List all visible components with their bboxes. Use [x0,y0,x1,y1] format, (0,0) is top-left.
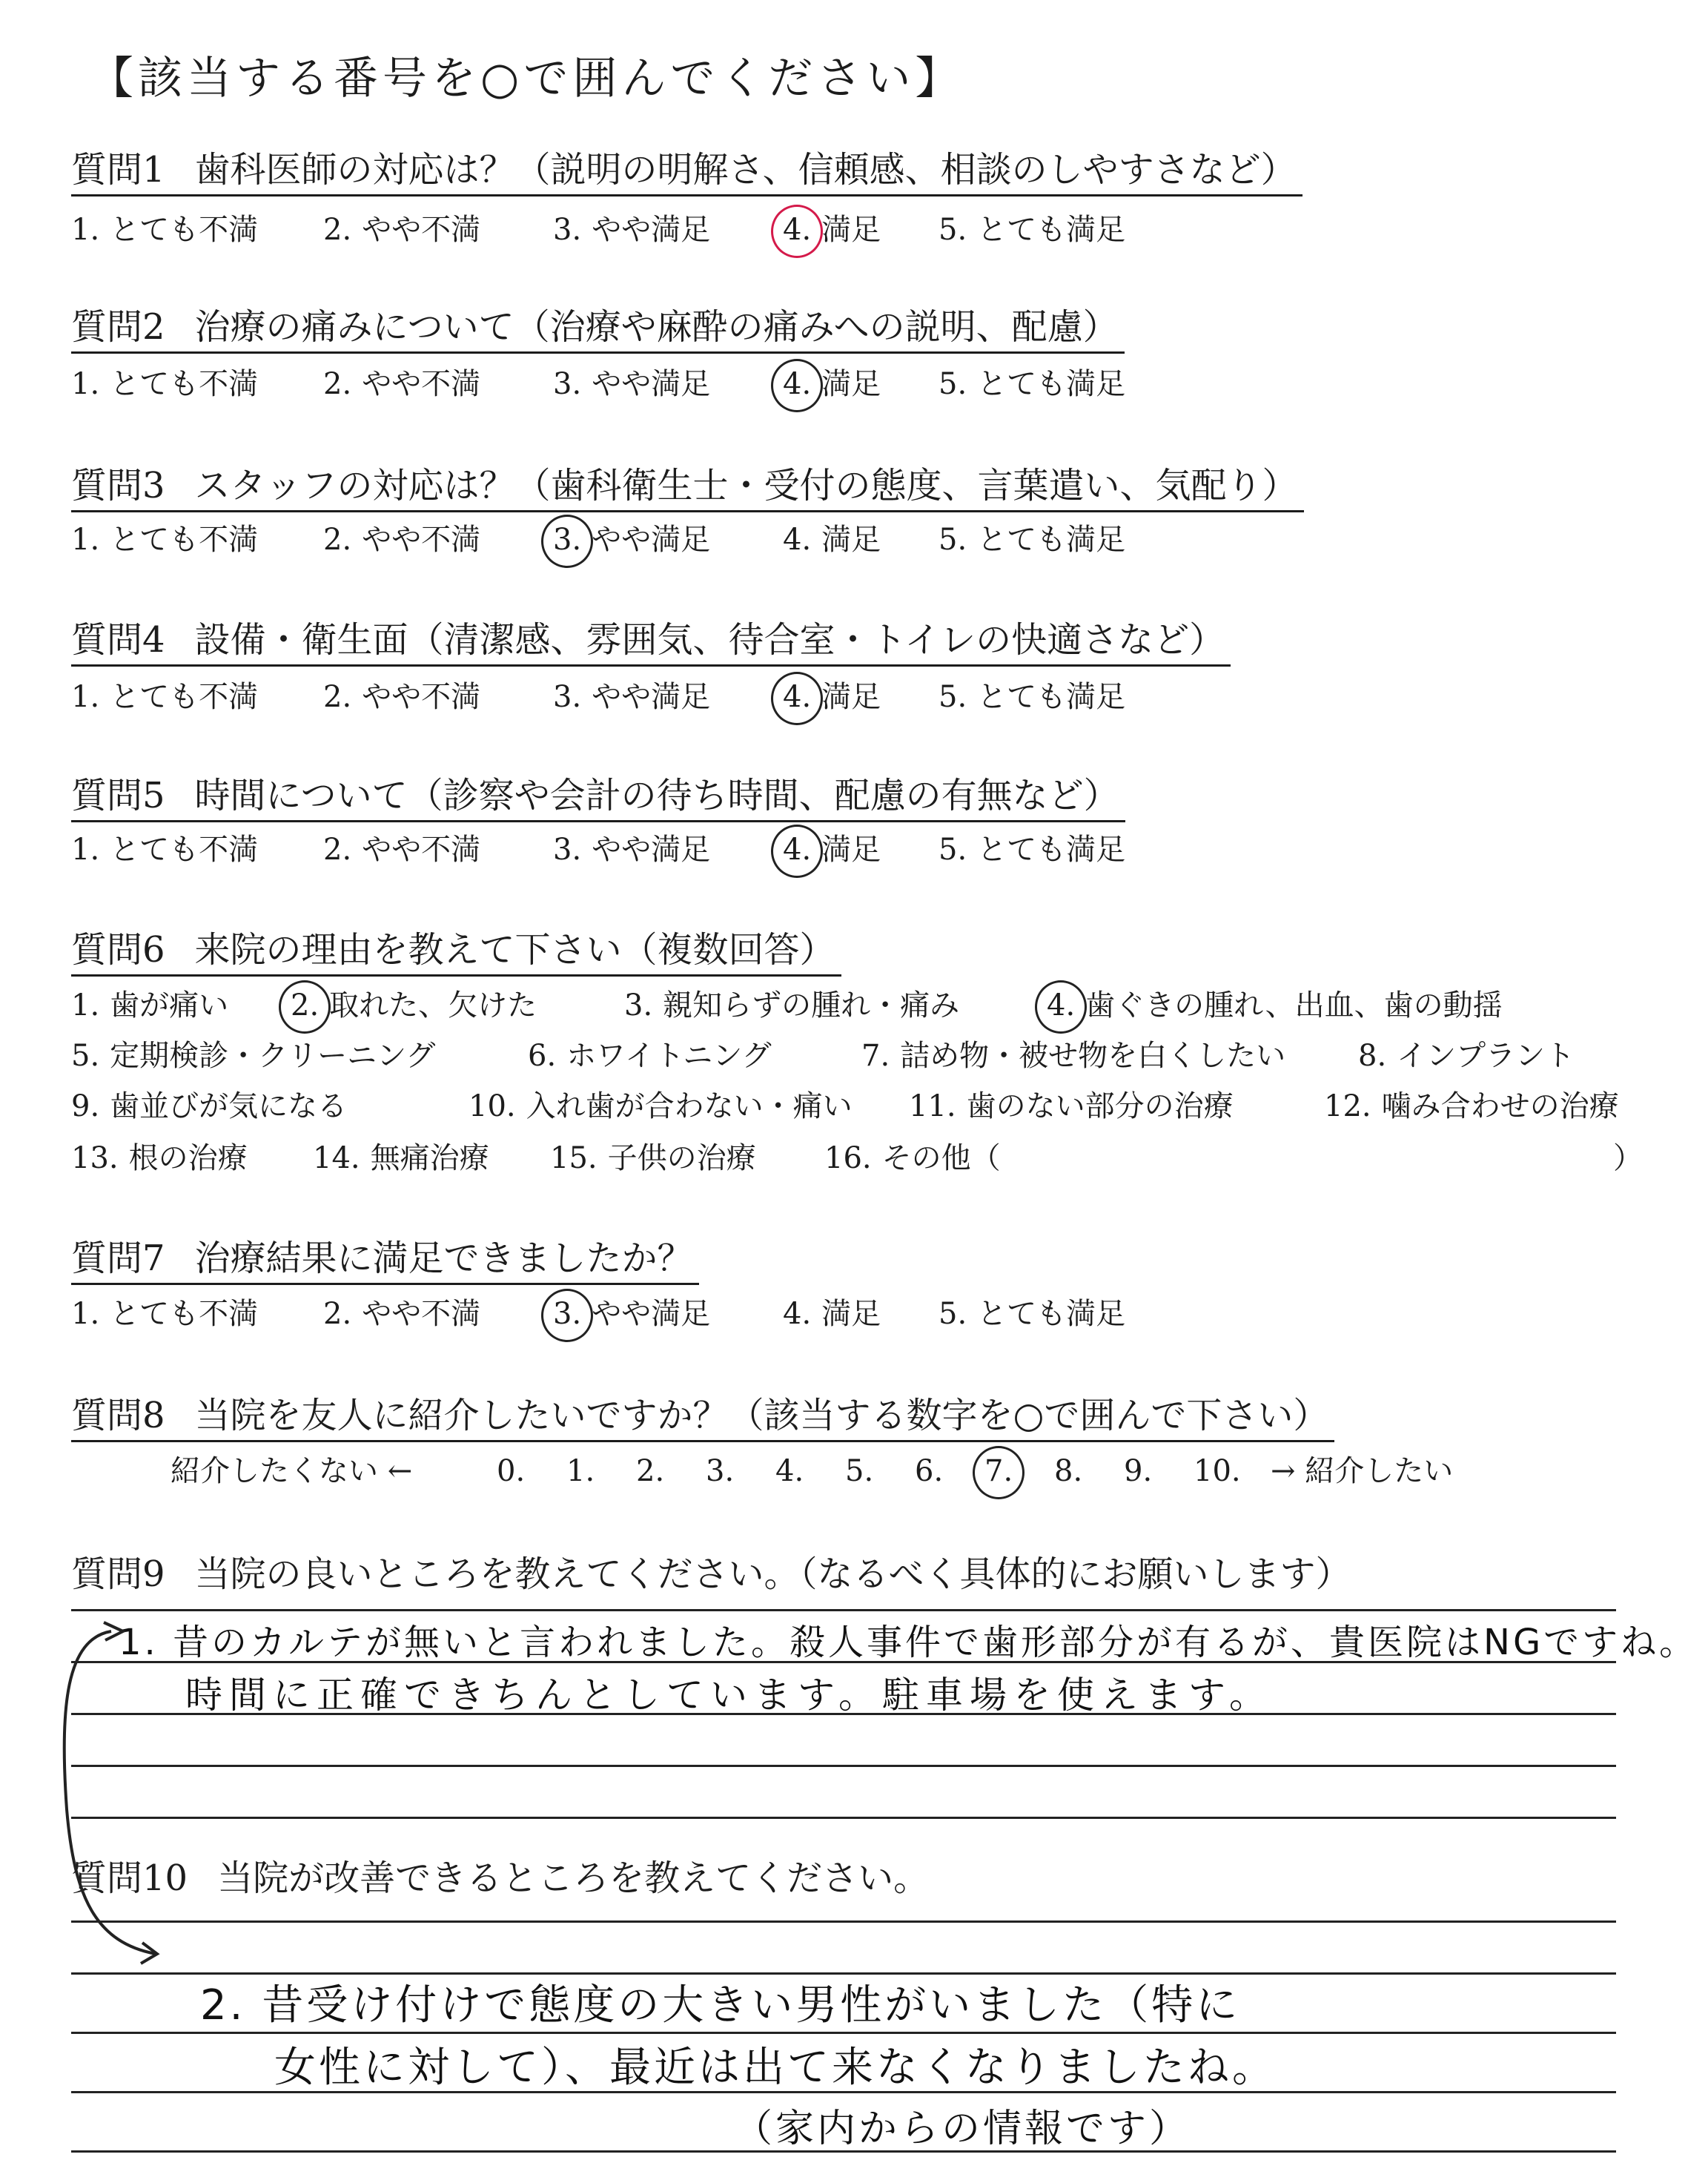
option-number: 4. [783,1297,812,1331]
option [71,1293,258,1335]
handwritten-answer-line: 2. 昔受け付けで態度の大きい男性がいました（特に [200,1981,1241,2029]
option [553,676,710,718]
option [783,519,881,561]
option-number: 3. [553,519,581,561]
option-label: やや不満 [362,523,481,557]
option [323,829,480,871]
option: 7. 詰め物・被せ物を白くしたい [861,1039,1286,1073]
option [71,519,258,561]
answer-line [71,1609,1616,1611]
scale-left-label: 紹介したくない ← [171,1454,413,1488]
option-label: とても満足 [977,1297,1126,1331]
option-number: 2. [323,213,352,247]
question-number: 質問3 [71,465,165,506]
option-label: やや満足 [592,523,711,557]
option-selected [553,1293,710,1335]
option-number: 3. [553,680,582,714]
option-label: 満足 [821,213,881,247]
option-number: 1. [71,1297,100,1331]
option-number: 4. [783,209,811,251]
handwritten-answer-line: 1. 昔のカルテが無いと言われました。殺人事件で歯形部分が有るが、貴医院はNGですね。 [119,1622,1698,1663]
option-label: とても不満 [110,833,259,867]
option [939,676,1125,718]
question-text: 当院が改善できるところを教えてください。 [217,1857,930,1899]
option-label: やや不満 [362,1297,481,1331]
option-number: 1. [71,833,100,867]
option-selected [783,676,881,718]
option [71,363,258,405]
question-2-heading [71,303,1125,354]
answer-line [71,1765,1616,1767]
handwritten-answer-line: 女性に対して）、最近は出て来なくなりましたね。 [274,2044,1277,2092]
option [71,676,258,718]
option: 14. 無痛治療 [313,1141,489,1175]
option [323,676,480,718]
question-text: 設備・衛生面（清潔感、雰囲気、待合室・トイレの快適さなど） [194,619,1225,661]
option [323,1293,480,1335]
option-label: とても満足 [977,213,1126,247]
scale-value: 6. [915,1454,944,1488]
option-label: 満足 [821,523,881,557]
option: 3. 親知らずの腫れ・痛み [624,988,960,1023]
question-7-heading [71,1234,699,1285]
answer-line [71,1920,1616,1923]
question-1-heading [71,145,1302,196]
scale-value: 2. [636,1454,665,1488]
option-number: 4. [783,523,812,557]
page-title: 【該当する番号を○で囲んでください】 [89,53,964,105]
option-number: 4. [783,829,811,871]
question-number: 質問7 [71,1238,165,1279]
option-label: やや満足 [592,213,711,247]
option: 11. 歯のない部分の治療 [909,1089,1234,1123]
question-text: 当院を友人に紹介したいですか？（該当する数字を○で囲んで下さい） [194,1395,1329,1436]
option-label: とても不満 [110,680,259,714]
option-number: 3. [553,1293,581,1335]
answer-line [71,1817,1616,1819]
question-number: 質問6 [71,929,165,971]
option: 16. その他（ [824,1141,1001,1175]
option: 6. ホワイトニング [528,1039,772,1073]
option [783,1293,881,1335]
question-5-heading [71,771,1125,822]
scale-value: 9. [1124,1454,1153,1488]
option [323,209,480,251]
scale-value: 0. [497,1454,526,1488]
option: 5. 定期検診・クリーニング [71,1039,436,1073]
question-number: 質問1 [71,149,165,191]
option [323,519,480,561]
option [71,209,258,251]
option-label: とても満足 [977,833,1126,867]
option-selected: 4. 歯ぐきの腫れ、出血、歯の動揺 [1047,985,1503,1026]
option-selected [553,519,710,561]
option-number: 1. [71,213,100,247]
option-number: 2. [323,367,352,401]
option-label: 満足 [821,680,881,714]
option-label: 満足 [821,833,881,867]
handwritten-arrow [52,1616,200,1987]
option-selected [783,209,881,251]
option-label: とても満足 [977,680,1126,714]
option-number: 1. [71,523,100,557]
option [939,829,1125,871]
option-label: 満足 [821,367,881,401]
option [553,363,710,405]
scale-value: 5. [845,1454,874,1488]
option: 10. 入れ歯が合わない・痛い [469,1089,853,1123]
option [939,209,1125,251]
option: 1. 歯が痛い [71,988,229,1023]
option-number: 2. [323,523,352,557]
option [71,829,258,871]
question-text: 時間について（診察や会計の待ち時間、配慮の有無など） [194,775,1119,816]
question-3-heading [71,461,1304,512]
option: 13. 根の治療 [71,1141,248,1175]
option-label: やや満足 [592,367,711,401]
option-number: 5. [939,367,967,401]
question-number: 質問5 [71,775,165,816]
option [553,829,710,871]
option-label: やや不満 [362,367,481,401]
option: 9. 歯並びが気になる [71,1089,348,1123]
option-selected: 2. 取れた、欠けた [291,985,537,1026]
other-close-bracket: ） [1613,1141,1643,1175]
handwritten-answer-line: 時間に正確できちんとしています。駐車場を使えます。 [185,1674,1273,1717]
option-number: 5. [939,523,967,557]
scale-value: 4. [775,1454,804,1488]
option-number: 5. [939,1297,967,1331]
option [323,363,480,405]
option: 8. インプラント [1358,1039,1575,1073]
option-number: 5. [939,213,967,247]
option-number: 4. [783,676,811,718]
option-label: とても満足 [977,523,1126,557]
option-label: とても不満 [110,213,259,247]
question-4-heading [71,615,1231,667]
scale-value: 3. [706,1454,735,1488]
answer-line [71,2032,1616,2034]
option-label: やや満足 [592,680,711,714]
option-label: とても不満 [110,1297,259,1331]
question-number: 質問2 [71,306,165,348]
option-number: 4. [783,363,811,405]
option-number: 2. [323,833,352,867]
option-number: 3. [553,833,582,867]
option-number: 5. [939,680,967,714]
option: 15. 子供の治療 [550,1141,756,1175]
question-number: 質問4 [71,619,165,661]
option [553,209,710,251]
option-number: 2. [323,1297,352,1331]
option-label: やや満足 [592,1297,711,1331]
option [939,363,1125,405]
handwritten-answer-line: （家内からの情報です） [734,2107,1191,2151]
scale-value: 10. [1194,1454,1241,1488]
question-text: 当院の良いところを教えてください。（なるべく具体的にお願いします） [194,1553,1351,1595]
option-number: 3. [553,213,582,247]
option-number: 3. [553,367,582,401]
option-label: 満足 [821,1297,881,1331]
question-number: 質問10 [71,1857,188,1899]
option [939,519,1125,561]
option-label: とても不満 [110,367,259,401]
option-selected [783,829,881,871]
option-label: とても不満 [110,523,259,557]
scale-right-label: → 紹介したい [1271,1454,1454,1488]
question-number: 質問8 [71,1395,165,1436]
option-label: やや不満 [362,213,481,247]
question-text: 治療の痛みについて（治療や麻酔の痛みへの説明、配慮） [194,306,1119,348]
option-number: 5. [939,833,967,867]
scale-value-selected: 7. [984,1450,1023,1492]
question-text: 治療結果に満足できましたか？ [194,1238,693,1279]
option [939,1293,1125,1335]
option-label: やや不満 [362,680,481,714]
option-selected [783,363,881,405]
option-label: とても満足 [977,367,1126,401]
option-number: 1. [71,680,100,714]
question-9-heading [71,1550,1351,1599]
question-8-heading [71,1391,1334,1442]
question-6-heading [71,925,841,977]
option-label: やや満足 [592,833,711,867]
scale-value: 8. [1054,1454,1083,1488]
question-text: 歯科医師の対応は？（説明の明解さ、信頼感、相談のしやすさなど） [194,149,1297,191]
option-label: やや不満 [362,833,481,867]
question-number: 質問9 [71,1553,165,1595]
option-number: 1. [71,367,100,401]
option: 12. 噛み合わせの治療 [1324,1089,1619,1123]
option-number: 2. [323,680,352,714]
question-text: 来院の理由を教えて下さい（複数回答） [194,929,835,971]
question-text: スタッフの対応は？（歯科衛生士・受付の態度、言葉遣い、気配り） [194,465,1298,506]
scale-value: 1. [566,1454,595,1488]
